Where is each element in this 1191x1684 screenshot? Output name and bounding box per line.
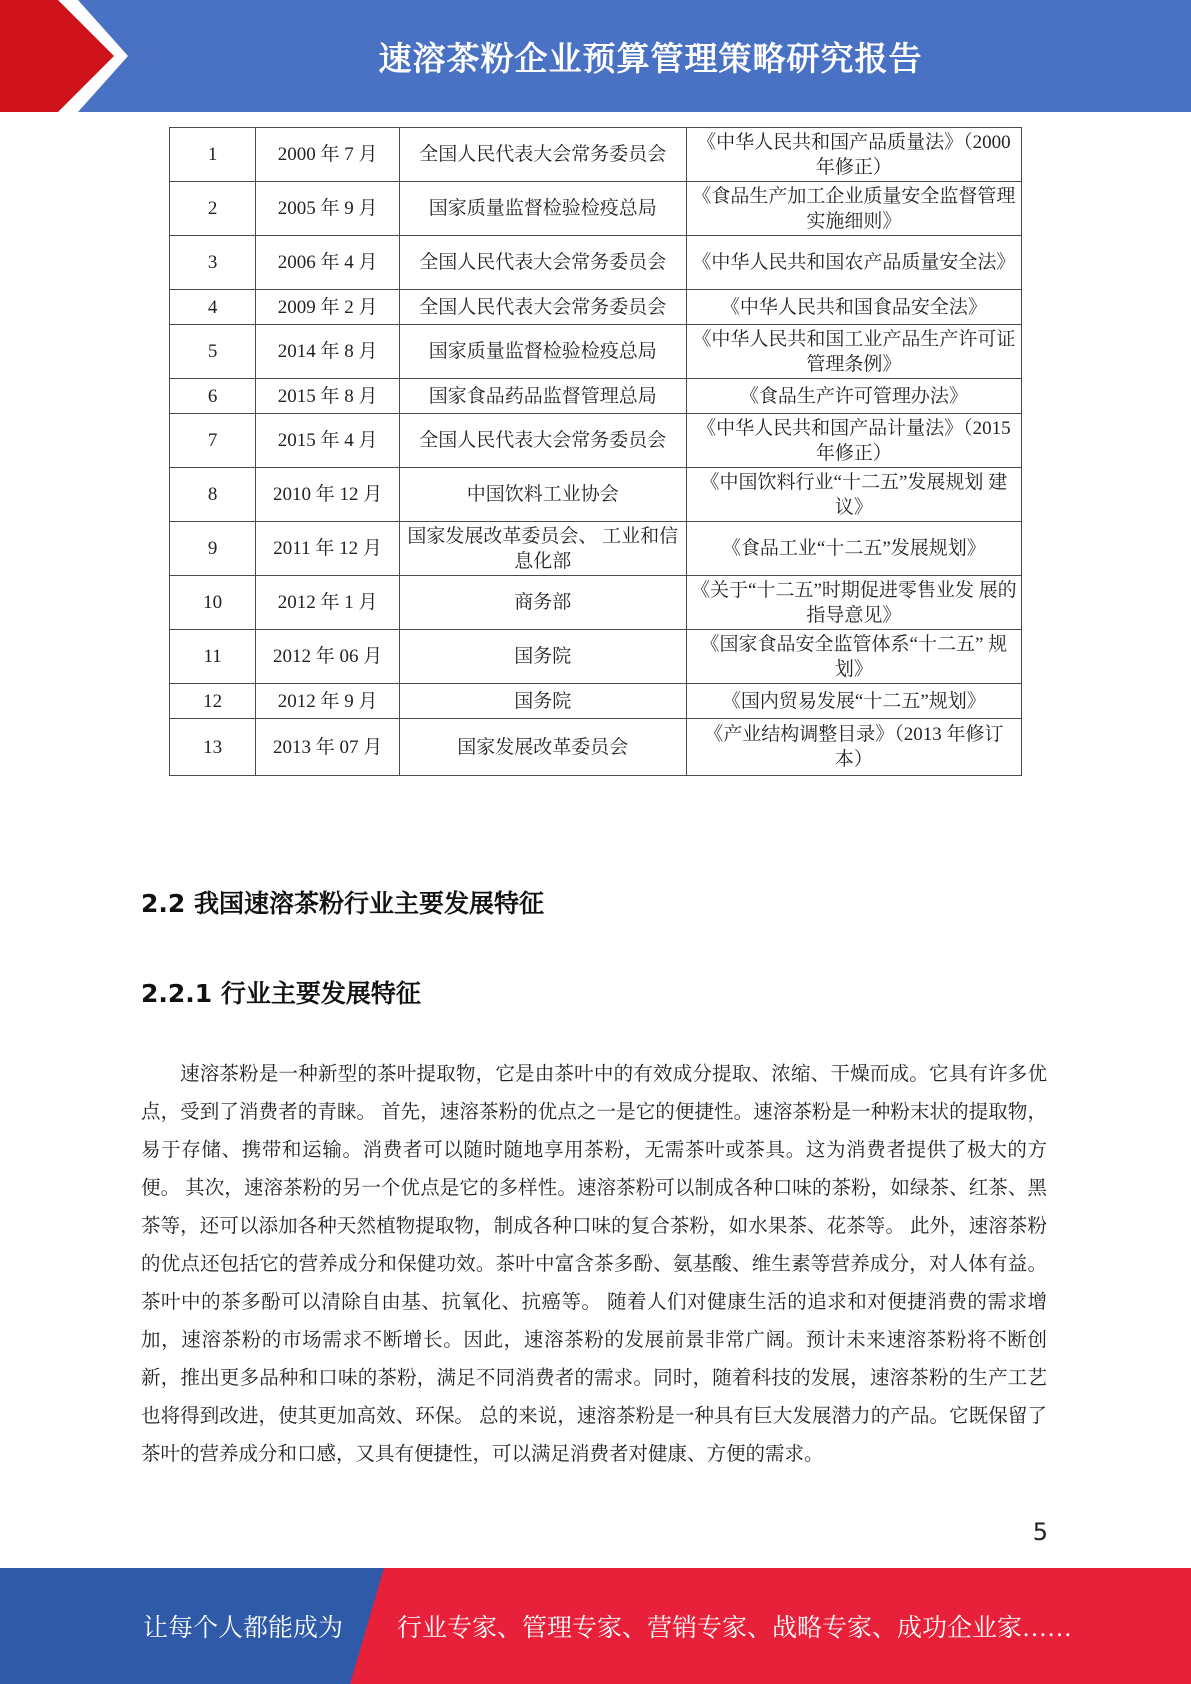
date-cell: 2012 年 9 月: [256, 684, 400, 719]
table-row: [170, 522, 1022, 576]
date-cell: 2013 年 07 月: [256, 719, 400, 776]
table-row: [170, 414, 1022, 468]
document-title-cell: 《食品工业“十二五”发展规划》: [686, 522, 1021, 576]
table-row: [170, 236, 1022, 290]
issuing-organization-cell: 国家发展改革委员会、 工业和信息化部: [399, 522, 686, 576]
row-number-cell: 8: [170, 468, 256, 522]
document-title-cell: 《中华人民共和国食品安全法》: [686, 290, 1021, 325]
table-row: [170, 128, 1022, 182]
issuing-organization-cell: 商务部: [399, 576, 686, 630]
table-row: [170, 379, 1022, 414]
issuing-organization-cell: 全国人民代表大会常务委员会: [399, 414, 686, 468]
document-title-cell: 《食品生产加工企业质量安全监督管理实施细则》: [686, 182, 1021, 236]
table-row: [170, 468, 1022, 522]
table-row: [170, 719, 1022, 776]
row-number-cell: 11: [170, 630, 256, 684]
table-row: [170, 630, 1022, 684]
date-cell: 2006 年 4 月: [256, 236, 400, 290]
page-number: 5: [1032, 1518, 1048, 1546]
issuing-organization-cell: 全国人民代表大会常务委员会: [399, 290, 686, 325]
issuing-organization-cell: 国务院: [399, 684, 686, 719]
page-header: [0, 0, 1191, 112]
date-cell: 2015 年 4 月: [256, 414, 400, 468]
date-cell: 2012 年 1 月: [256, 576, 400, 630]
page-footer: [0, 1568, 1191, 1684]
row-number-cell: 9: [170, 522, 256, 576]
row-number-cell: 7: [170, 414, 256, 468]
document-title-cell: 《中华人民共和国工业产品生产许可证管理条例》: [686, 325, 1021, 379]
table-row: [170, 182, 1022, 236]
row-number-cell: 4: [170, 290, 256, 325]
row-number-cell: 10: [170, 576, 256, 630]
date-cell: 2011 年 12 月: [256, 522, 400, 576]
footer-slogan-right: 行业专家、管理专家、营销专家、战略专家、成功企业家……: [397, 1615, 1073, 1642]
table-row: [170, 576, 1022, 630]
footer-slogan-left: 让每个人都能成为: [143, 1615, 344, 1642]
date-cell: 2000 年 7 月: [256, 128, 400, 182]
report-title: 速溶茶粉企业预算管理策略研究报告: [378, 38, 923, 78]
row-number-cell: 2: [170, 182, 256, 236]
date-cell: 2009 年 2 月: [256, 290, 400, 325]
row-number-cell: 5: [170, 325, 256, 379]
issuing-organization-cell: 国家食品药品监督管理总局: [399, 379, 686, 414]
section-heading: 2.2 我国速溶茶粉行业主要发展特征: [141, 889, 544, 918]
date-cell: 2014 年 8 月: [256, 325, 400, 379]
document-title-cell: 《中华人民共和国产品计量法》（2015 年修正）: [686, 414, 1021, 468]
table-row: [170, 290, 1022, 325]
date-cell: 2015 年 8 月: [256, 379, 400, 414]
date-cell: 2005 年 9 月: [256, 182, 400, 236]
issuing-organization-cell: 国家发展改革委员会: [399, 719, 686, 776]
document-title-cell: 《中华人民共和国农产品质量安全法》: [686, 236, 1021, 290]
issuing-organization-cell: 国家质量监督检验检疫总局: [399, 182, 686, 236]
document-title-cell: 《中华人民共和国产品质量法》（2000 年修正）: [686, 128, 1021, 182]
row-number-cell: 13: [170, 719, 256, 776]
document-title-cell: 《中国饮料行业“十二五”发展规划 建议》: [686, 468, 1021, 522]
row-number-cell: 12: [170, 684, 256, 719]
regulations-table: [169, 127, 1022, 776]
document-title-cell: 《关于“十二五”时期促进零售业发 展的指导意见》: [686, 576, 1021, 630]
document-title-cell: 《国家食品安全监管体系“十二五” 规划》: [686, 630, 1021, 684]
issuing-organization-cell: 国务院: [399, 630, 686, 684]
row-number-cell: 6: [170, 379, 256, 414]
row-number-cell: 3: [170, 236, 256, 290]
issuing-organization-cell: 全国人民代表大会常务委员会: [399, 236, 686, 290]
document-title-cell: 《食品生产许可管理办法》: [686, 379, 1021, 414]
table-row: [170, 325, 1022, 379]
document-title-cell: 《国内贸易发展“十二五”规划》: [686, 684, 1021, 719]
date-cell: 2010 年 12 月: [256, 468, 400, 522]
date-cell: 2012 年 06 月: [256, 630, 400, 684]
subsection-heading: 2.2.1 行业主要发展特征: [141, 979, 421, 1008]
row-number-cell: 1: [170, 128, 256, 182]
issuing-organization-cell: 中国饮料工业协会: [399, 468, 686, 522]
header-chevron-decoration: [0, 0, 150, 112]
table-row: [170, 684, 1022, 719]
body-paragraph: 速溶茶粉是一种新型的茶叶提取物，它是由茶叶中的有效成分提取、浓缩、干燥而成。它具有许多优点，受到了消费者的青睐。 首先，速溶茶粉的优点之一是它的便捷性。速溶茶粉是一种粉末状的提取物，易于存储、携带和运输。消费者可以随时随地享用茶粉，无需茶叶或茶具。这为消费者提供了极大的方便。 其次，速溶茶粉的另一个优点是它的多样性。速溶茶粉可以制成各种口味的茶粉，如绿茶、红茶、黑茶等，还可以添加各种天然植物提取物，制成各种口味的复合茶粉，如水果茶、花茶等。 此外，速溶茶粉的优点还包括它的营养成分和保健功效。茶叶中富含茶多酚、氨基酸、维生素等营养成分，对人体有益。茶叶中的茶多酚可以清除自由基、抗氧化、抗癌等。 随着人们对健康生活的追求和对便捷消费的需求增加，速溶茶粉的市场需求不断增长。因此，速溶茶粉的发展前景非常广阔。预计未来速溶茶粉将不断创新，推出更多品种和口味的茶粉，满足不同消费者的需求。同时，随着科技的发展，速溶茶粉的生产工艺也将得到改进，使其更加高效、环保。 总的来说，速溶茶粉是一种具有巨大发展潜力的产品。它既保留了茶叶的营养成分和口感，又具有便捷性，可以满足消费者对健康、方便的需求。: [141, 1064, 1047, 1465]
document-title-cell: 《产业结构调整目录》（2013 年修订本）: [686, 719, 1021, 776]
issuing-organization-cell: 全国人民代表大会常务委员会: [399, 128, 686, 182]
issuing-organization-cell: 国家质量监督检验检疫总局: [399, 325, 686, 379]
